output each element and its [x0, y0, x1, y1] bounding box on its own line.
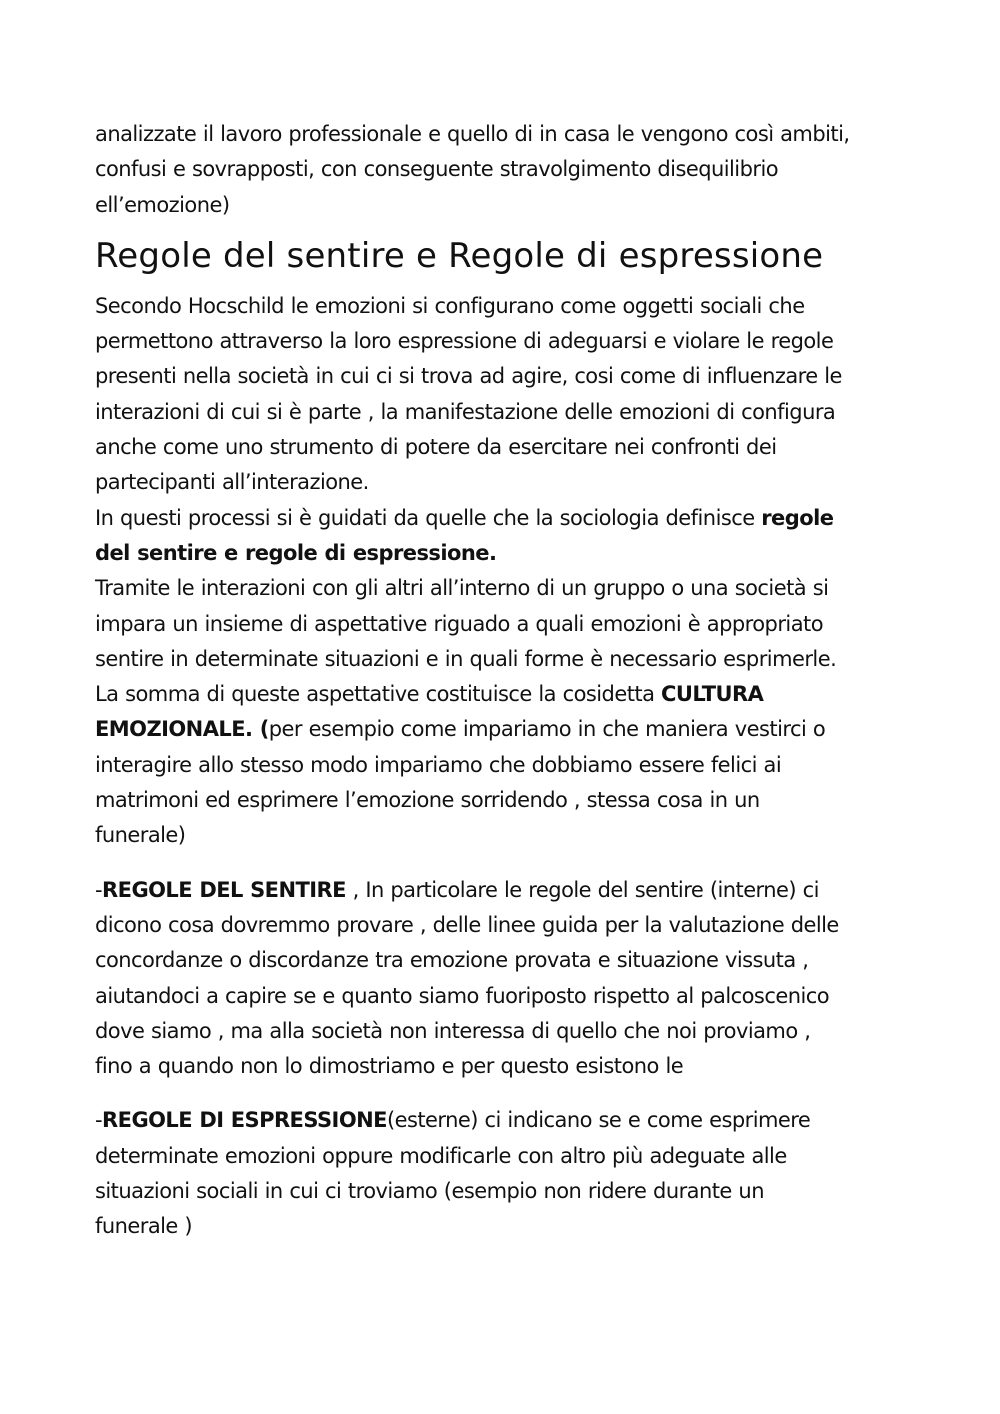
espressione-paragraph	[95, 1103, 915, 1244]
paragraph-spacer	[95, 854, 915, 873]
bold-term: REGOLE DEL SENTIRE	[102, 877, 346, 902]
paragraph-line: situazioni sociali in cui ci troviamo (esempio non ridere durante un	[95, 1179, 764, 1204]
plain-text: per esempio come impariamo in che maniera vestirci o	[268, 717, 826, 742]
bold-term: regole	[761, 505, 834, 530]
dash: -	[95, 1108, 103, 1133]
plain-text: (esterne) ci indicano se e come esprimere	[386, 1108, 811, 1133]
paragraph-line: presenti nella società in cui ci si trova ad agire, cosi come di influenzare le	[95, 364, 842, 389]
paragraph-line: permettono attraverso la loro espressione di adeguarsi e violare le regole	[95, 329, 834, 354]
paragraph-line: anche come uno strumento di potere da esercitare nei confronti dei	[95, 435, 777, 460]
paragraph-line	[95, 501, 915, 536]
paragraph-spacer	[95, 1084, 915, 1103]
paragraph-line: matrimoni ed esprimere l’emozione sorridendo , stessa cosa in un	[95, 788, 760, 813]
bold-term: del sentire e regole di espressione.	[95, 540, 497, 565]
bold-term: REGOLE DI ESPRESSIONE	[102, 1108, 387, 1133]
paragraph-line: partecipanti all’interazione.	[95, 470, 369, 495]
intro-line: ell’emozione)	[95, 192, 230, 217]
plain-text: In questi processi si è guidati da quelle che la sociologia definisce	[95, 505, 762, 530]
section-heading: Regole del sentire e Regole di espressione	[95, 235, 824, 276]
paragraph-line: interagire allo stesso modo impariamo che dobbiamo essere felici ai	[95, 752, 782, 777]
paragraph-line	[95, 677, 915, 712]
intro-line: confusi e sovrapposti, con conseguente stravolgimento disequilibrio	[95, 157, 779, 182]
document-page	[95, 117, 915, 1245]
paragraph-line: dove siamo , ma alla società non interessa di quello che noi proviamo ,	[95, 1018, 811, 1043]
intro-line: analizzate il lavoro professionale e quello di in casa le vengono così ambiti,	[95, 122, 850, 146]
paragraph-line: dicono cosa dovremmo provare , delle linee guida per la valutazione delle	[95, 912, 839, 937]
paragraph-line: fino a quando non lo dimostriamo e per questo esistono le	[95, 1054, 684, 1079]
intro-paragraph	[95, 117, 915, 223]
paragraph-line: interazioni di cui si è parte , la manifestazione delle emozioni di configura	[95, 399, 836, 424]
plain-text: La somma di queste aspettative costituisce la cosidetta	[95, 682, 662, 707]
paragraph-line: aiutandoci a capire se e quanto siamo fuoriposto rispetto al palcoscenico	[95, 983, 830, 1008]
bold-term: CULTURA	[661, 682, 764, 707]
paragraph-line: Secondo Hocschild le emozioni si configurano come oggetti sociali che	[95, 293, 805, 318]
paragraph-line	[95, 536, 915, 571]
bold-term: EMOZIONALE. (	[95, 717, 269, 742]
main-paragraphs	[95, 289, 915, 854]
dash: -	[95, 877, 103, 902]
paragraph-line: determinate emozioni oppure modificarle con altro più adeguate alle	[95, 1143, 787, 1168]
paragraph-line	[95, 712, 915, 747]
sentire-paragraph	[95, 873, 915, 1085]
paragraph-line: concordanze o discordanze tra emozione provata e situazione vissuta ,	[95, 948, 809, 973]
paragraph-line: funerale)	[95, 823, 186, 848]
paragraph-line: impara un insieme di aspettative riguado a quali emozioni è appropriato	[95, 611, 824, 636]
paragraph-line	[95, 1103, 915, 1138]
plain-text: , In particolare le regole del sentire (interne) ci	[345, 877, 819, 902]
paragraph-line: Tramite le interazioni con gli altri all’interno di un gruppo o una società si	[95, 576, 829, 601]
paragraph-line: sentire in determinate situazioni e in quali forme è necessario esprimerle.	[95, 646, 837, 671]
paragraph-line: funerale )	[95, 1214, 193, 1239]
paragraph-line	[95, 873, 915, 908]
